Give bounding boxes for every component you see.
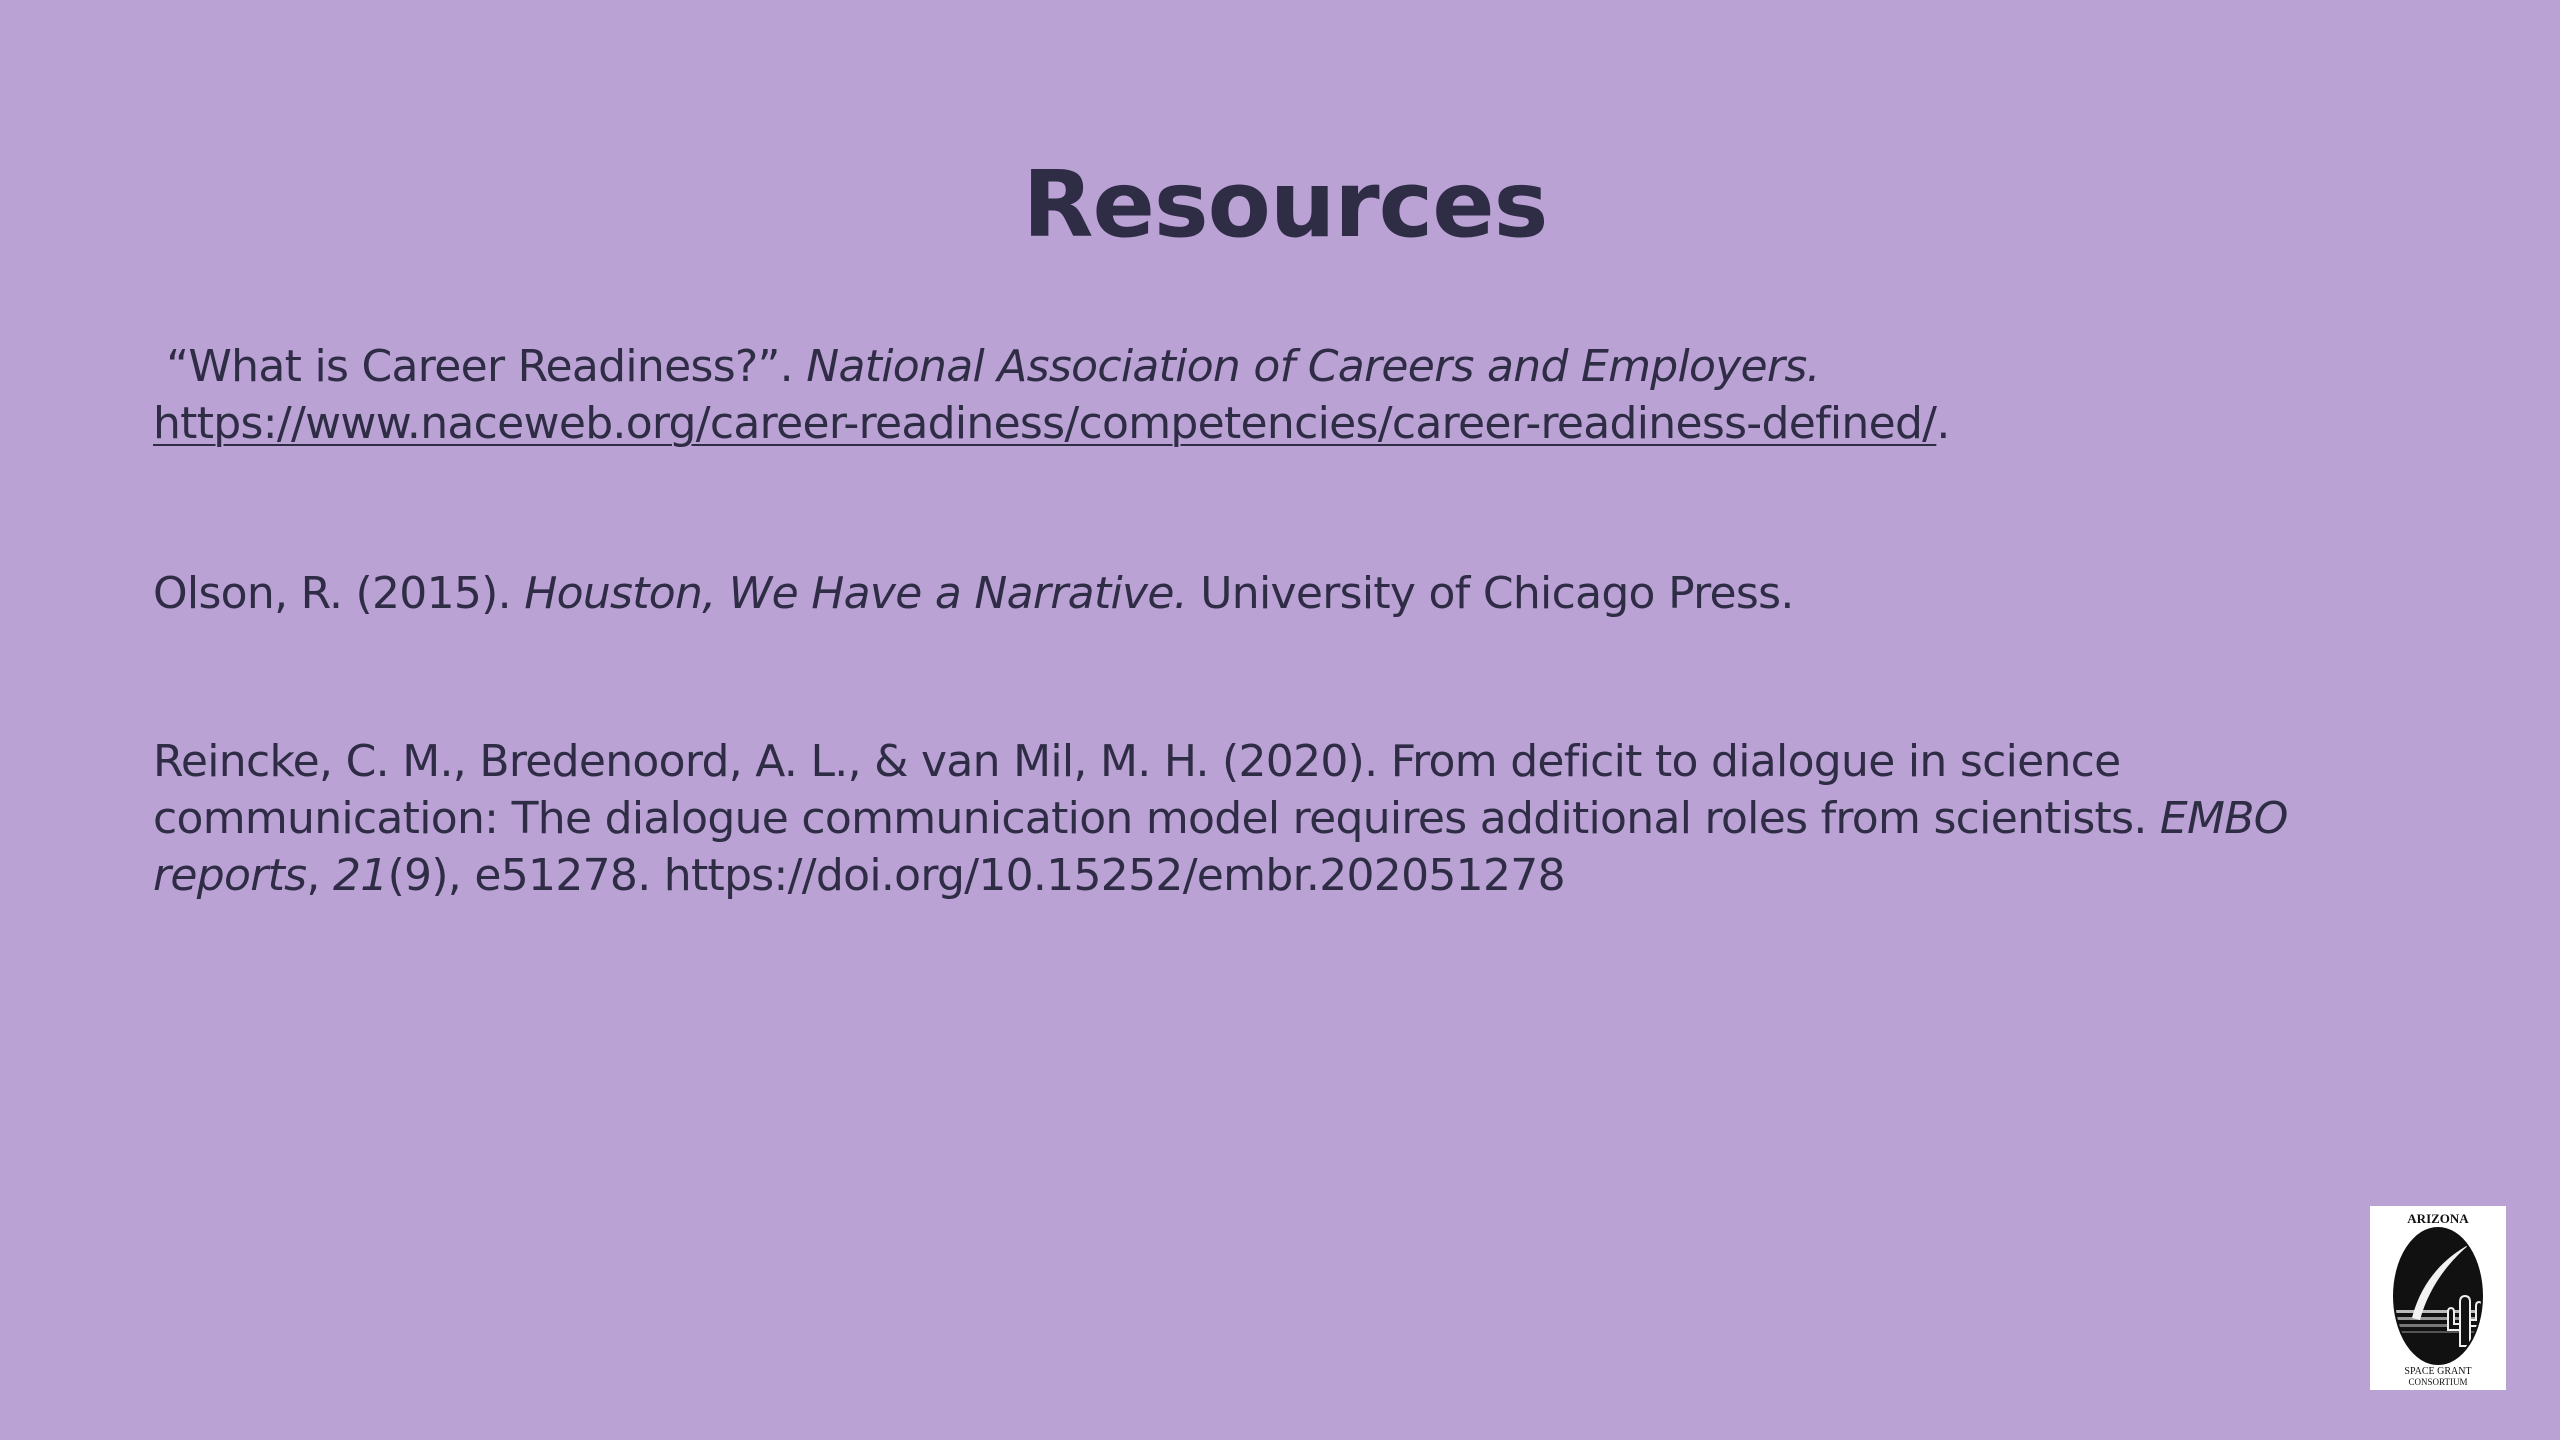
reference-url-link[interactable]: https://www.naceweb.org/career-readiness/competencies/career-readiness-defined/	[153, 398, 1937, 449]
reference-item	[153, 733, 2288, 904]
reference-journal-part: EMBO	[2159, 793, 2288, 844]
reference-line	[153, 565, 1794, 622]
logo-top-text: ARIZONA	[2407, 1211, 2469, 1226]
reference-line	[153, 790, 2288, 847]
reference-volume: 21	[332, 850, 388, 901]
reference-authors: Olson, R. (2015).	[153, 568, 525, 619]
reference-publisher: University of Chicago Press.	[1187, 568, 1794, 619]
logo-bottom-line2: CONSORTIUM	[2408, 1377, 2468, 1387]
reference-article-title: communication: The dialogue communication model requires additional roles from scientists.	[153, 793, 2160, 844]
reference-book-title: Houston, We Have a Narrative.	[524, 568, 1188, 619]
reference-source: National Association of Careers and Employers.	[806, 341, 1820, 392]
reference-line	[153, 338, 1950, 395]
reference-line: Reincke, C. M., Bredenoord, A. L., & van Mil, M. H. (2020). From deficit to dialogue in science	[153, 736, 2121, 787]
reference-line	[153, 847, 2288, 904]
logo-emblem-icon	[2370, 1206, 2506, 1390]
arizona-space-grant-logo	[2370, 1206, 2506, 1390]
logo-bottom-line1: SPACE GRANT	[2404, 1366, 2472, 1377]
reference-item	[153, 565, 1794, 622]
reference-url-suffix: .	[1936, 398, 1950, 449]
slide-title: Resources	[1022, 151, 1548, 258]
reference-item	[153, 338, 1950, 452]
reference-journal-part: reports	[153, 850, 307, 901]
reference-title-text: “What is Career Readiness?”.	[153, 341, 807, 392]
reference-separator: ,	[306, 850, 333, 901]
reference-issue-doi: (9), e51278. https://doi.org/10.15252/embr.202051278	[387, 850, 1565, 901]
reference-line	[153, 395, 1950, 452]
